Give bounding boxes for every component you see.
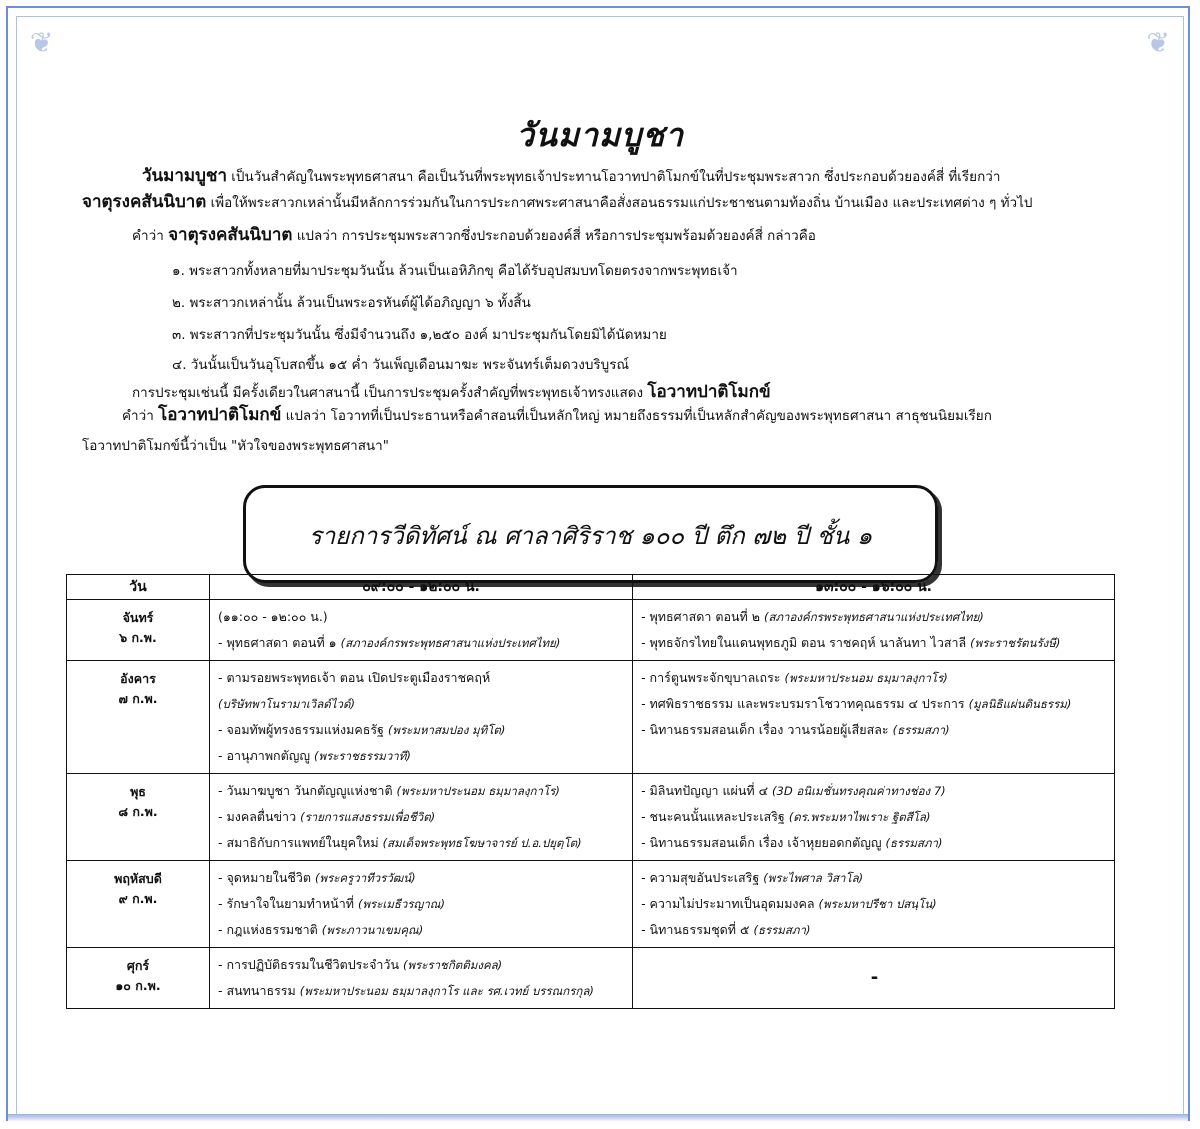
- program-title: - กฎแห่งธรรมชาติ: [218, 922, 322, 937]
- program-source: (พระมหาประนอม ธมฺมาลงฺกาโร): [396, 784, 560, 798]
- program-title: - มิลินทปัญญา แผ่นที่ ๔: [641, 783, 773, 798]
- schedule-banner-text: รายการวีดิทัศน์ ณ ศาลาศิริราช ๑๐๐ ปี ตึก ๗๒ ปี ชั้น ๑: [308, 522, 873, 550]
- day-cell: [67, 861, 210, 948]
- program-source: (พระไพศาล วิสาโล): [763, 871, 864, 885]
- program-source: (มูลนิธิแผ่นดินธรรม): [968, 697, 1072, 711]
- morning-cell: [210, 661, 633, 774]
- program-source: (รายการแสงธรรมเพื่อชีวิต): [300, 810, 436, 824]
- program-title: - พุทธศาสดา ตอนที่ ๑: [218, 635, 341, 650]
- program-title: - การ์ตูนพระจักขุบาลเถระ: [641, 670, 785, 685]
- program-source: (พระมหาประนอม ธมฺมาลงฺกาโร): [784, 671, 948, 685]
- point-4: ๔. วันนั้นเป็นวันอุโบสถขึ้น ๑๕ ค่ำ วันเพ็ญเดือนมาฆะ พระจันทร์เต็มดวงบริบูรณ์: [172, 357, 630, 373]
- program-source: (สมเด็จพระพุทธโฆษาจารย์ ป.อ.ปยุตฺโต): [382, 836, 582, 850]
- program-source: (พระมหาประนอม ธมฺมาลงฺกาโร และ รศ.เวทย์ บรรณกรกุล): [299, 984, 594, 998]
- intro-line-3: [132, 227, 816, 245]
- program-item: [218, 978, 626, 1004]
- program-item: [218, 778, 626, 804]
- day-cell: [67, 948, 210, 1009]
- intro-line2-term: จาตุรงคสันนิบาต: [82, 192, 207, 212]
- intro-lead-term: วันมามบูชา: [142, 166, 227, 186]
- program-title: - ตามรอยพระพุทธเจ้า ตอน เปิดประตูเมืองราชคฤห์: [218, 670, 491, 685]
- intro-line3-text: แปลว่า การประชุมพระสาวกซึ่งประกอบด้วยองค์สี่ หรือการประชุมพร้อมด้วยองค์สี่ กล่าวคือ: [292, 228, 816, 244]
- intro-line2-text: เพื่อให้พระสาวกเหล่านั้นมีหลักการร่วมกันในการประกาศพระศาสนาคือสั่งสอนธรรมแก่ประชาชนตามท้องถิ่น บ้านเมือง และประเทศต่าง ๆ ทั่วไป: [206, 195, 1033, 211]
- program-item: [641, 717, 1108, 743]
- program-item: [641, 891, 1108, 917]
- program-item: [218, 604, 626, 630]
- intro-line-2: [82, 194, 1032, 212]
- program-title: - สมาธิกับการแพทย์ในยุคใหม่: [218, 835, 383, 850]
- program-source: (ธรรมสภา): [892, 723, 950, 737]
- day-date: ๖ ก.พ.: [119, 630, 157, 645]
- intro-line-8: [132, 384, 771, 402]
- program-title: - วันมาฆบูชา วันกตัญญูแห่งชาติ: [218, 783, 397, 798]
- program-source: (ธรรมสภา): [885, 836, 943, 850]
- day-date: ๗ ก.พ.: [118, 691, 158, 706]
- page-border-shadow: [8, 1114, 1188, 1122]
- day-cell: [67, 774, 210, 861]
- day-name: พุธ: [130, 784, 146, 799]
- program-title: - จอมทัพผู้ทรงธรรมแห่งมคธรัฐ: [218, 722, 388, 737]
- afternoon-cell: [633, 600, 1115, 661]
- program-item: [641, 630, 1108, 656]
- program-title: - นิทานธรรมชุดที่ ๕: [641, 922, 754, 937]
- program-item: [641, 665, 1108, 691]
- program-source: (พระเมธีวรญาณ): [357, 897, 445, 911]
- program-item: [218, 691, 626, 717]
- program-source: (3D อนิเมชั่นทรงคุณค่าทางช่อง 7): [772, 784, 946, 798]
- program-title: - พุทธจักรไทยในแดนพุทธภูมิ ตอน ราชคฤห์ นาลันทา ไวสาลี: [641, 635, 971, 650]
- program-title: - การปฏิบัติธรรมในชีวิตประจำวัน: [218, 957, 403, 972]
- program-item: [218, 865, 626, 891]
- morning-cell: [210, 774, 633, 861]
- program-title: - อานุภาพกตัญญู: [218, 748, 315, 763]
- intro-line-1: [142, 168, 1000, 186]
- program-item: [641, 804, 1108, 830]
- header-morning: ๐๙:๐๐ - ๑๒:๐๐ น.: [210, 575, 633, 600]
- empty-slot-dash: -: [870, 967, 879, 988]
- intro-line9-text: แปลว่า โอวาทที่เป็นประธานหรือคำสอนที่เป็นหลักใหญ่ หมายถึงธรรมที่เป็นหลักสำคัญของพระพุทธศาสนา สาธุชนนิยมเรียก: [281, 408, 992, 424]
- program-item: [641, 778, 1108, 804]
- point-2: ๒. พระสาวกเหล่านั้น ล้วนเป็นพระอรหันต์ผู้ได้อภิญญา ๖ ทั้งสิ้น: [172, 295, 531, 311]
- program-source: (พระครูวาทีวรวัฒน์): [315, 871, 416, 885]
- intro-line9-pre: คำว่า: [122, 408, 159, 424]
- program-item: [218, 630, 626, 656]
- program-item: [218, 743, 626, 769]
- program-source: (สภาองค์กรพระพุทธศาสนาแห่งประเทศไทย): [763, 610, 984, 624]
- program-source: (บริษัทพาโนรามาเวิลด์ไวด์): [218, 697, 355, 711]
- program-item: [218, 717, 626, 743]
- day-date: ๙ ก.พ.: [118, 891, 158, 906]
- intro-line-9: [122, 407, 992, 425]
- table-row: [67, 861, 1115, 948]
- day-cell: [67, 600, 210, 661]
- day-name: ศุกร์: [126, 958, 150, 973]
- day-name: จันทร์: [122, 610, 154, 625]
- program-item: [641, 604, 1108, 630]
- day-cell: [67, 661, 210, 774]
- program-item: [218, 891, 626, 917]
- program-source: (ธรรมสภา): [753, 923, 811, 937]
- afternoon-cell: [633, 861, 1115, 948]
- program-item: [641, 917, 1108, 943]
- page-title: วันมามบูชา: [516, 116, 684, 154]
- morning-cell: [210, 861, 633, 948]
- program-item: [218, 952, 626, 978]
- program-title: - ความสุขอันประเสริฐ: [641, 870, 764, 885]
- intro-line8-text: การประชุมเช่นนี้ มีครั้งเดียวในศาสนานี้ เป็นการประชุมครั้งสำคัญที่พระพุทธเจ้าทรงแสดง: [132, 385, 648, 401]
- table-row: [67, 948, 1115, 1009]
- program-title: - ชนะคนนั้นแหละประเสริฐ: [641, 809, 789, 824]
- program-source: (พระมหาสมปอง มุทิโต): [387, 723, 506, 737]
- point-3: ๓. พระสาวกที่ประชุมวันนั้น ซึ่งมีจำนวนถึง ๑,๒๕๐ องค์ มาประชุมกันโดยมิได้นัดหมาย: [172, 327, 667, 343]
- program-item: [218, 917, 626, 943]
- program-item: [641, 865, 1108, 891]
- program-title: - รักษาใจในยามทำหน้าที่: [218, 896, 358, 911]
- corner-ornament-top-left: ❦: [30, 26, 54, 59]
- morning-cell: [210, 600, 633, 661]
- day-name: อังคาร: [120, 671, 156, 686]
- day-name: พฤหัสบดี: [114, 871, 162, 886]
- day-date: ๑๐ ก.พ.: [115, 978, 161, 993]
- program-source: (พระมหาปรีชา ปสนฺโน): [818, 897, 937, 911]
- intro-line9-term: โอวาทปาติโมกข์: [158, 405, 282, 425]
- program-title: - พุทธศาสดา ตอนที่ ๒: [641, 609, 764, 624]
- table-header-row: [67, 575, 1115, 600]
- program-source: (ดร.พระมหาไพเราะ ฐิตสีโล): [788, 810, 931, 824]
- intro-lead-text: เป็นวันสำคัญในพระพุทธศาสนา คือเป็นวันที่พระพุทธเจ้าประทานโอวาทปาติโมกข์ในที่ประชุมพระสาวก ซึ่งประกอบด้วยองค์สี่ ที่เรียกว่า: [227, 169, 1001, 185]
- program-source: (พระราชกิตติมงคล): [402, 958, 503, 972]
- program-source: (พระภาวนาเขมคุณ): [321, 923, 424, 937]
- schedule-table: [66, 574, 1115, 1009]
- program-title: - จุดหมายในชีวิต: [218, 870, 315, 885]
- program-title: - นิทานธรรมสอนเด็ก เรื่อง เจ้าหุยยอดกตัญญู: [641, 835, 886, 850]
- program-item: [218, 665, 626, 691]
- afternoon-cell: [633, 661, 1115, 774]
- program-title: - ความไม่ประมาทเป็นอุดมมงคล: [641, 896, 819, 911]
- program-title: - สนทนาธรรม: [218, 983, 300, 998]
- program-item: [641, 830, 1108, 856]
- program-item: [641, 691, 1108, 717]
- intro-line3-term: จาตุรงคสันนิบาต: [168, 225, 293, 245]
- afternoon-cell: [633, 948, 1115, 1009]
- program-title: - มงคลตื่นข่าว: [218, 809, 301, 824]
- header-afternoon: ๑๓:๐๐ - ๑๖:๐๐ น.: [633, 575, 1115, 600]
- day-date: ๘ ก.พ.: [118, 804, 158, 819]
- program-title: (๑๑:๐๐ - ๑๒:๐๐ น.): [218, 609, 328, 624]
- schedule-banner: [243, 485, 938, 583]
- table-row: [67, 661, 1115, 774]
- program-title: - ทศพิธราชธรรม และพระบรมราโชวาทคุณธรรม ๔ ประการ: [641, 696, 969, 711]
- document-page: [60, 40, 1140, 1100]
- intro-line3-pre: คำว่า: [132, 228, 169, 244]
- table-row: [67, 600, 1115, 661]
- intro-line-10: โอวาทปาติโมกข์นี้ว่าเป็น "หัวใจของพระพุทธศาสนา": [82, 438, 389, 454]
- program-item: [218, 830, 626, 856]
- intro-line8-term: โอวาทปาติโมกข์: [647, 382, 771, 402]
- corner-ornament-top-right: ❦: [1146, 26, 1170, 59]
- program-source: (พระราชธรรมวาที): [314, 749, 411, 763]
- program-item: [218, 804, 626, 830]
- program-source: (สภาองค์กรพระพุทธศาสนาแห่งประเทศไทย): [340, 636, 561, 650]
- point-1: ๑. พระสาวกทั้งหลายที่มาประชุมวันนั้น ล้วนเป็นเอหิภิกขุ คือได้รับอุปสมบทโดยตรงจากพระพุทธเจ้า: [172, 263, 738, 279]
- header-day: วัน: [67, 575, 210, 600]
- table-row: [67, 774, 1115, 861]
- morning-cell: [210, 948, 633, 1009]
- afternoon-cell: [633, 774, 1115, 861]
- program-source: (พระราชรัตนรังษี): [970, 636, 1061, 650]
- program-title: - นิทานธรรมสอนเด็ก เรื่อง วานรน้อยผู้เสียสละ: [641, 722, 893, 737]
